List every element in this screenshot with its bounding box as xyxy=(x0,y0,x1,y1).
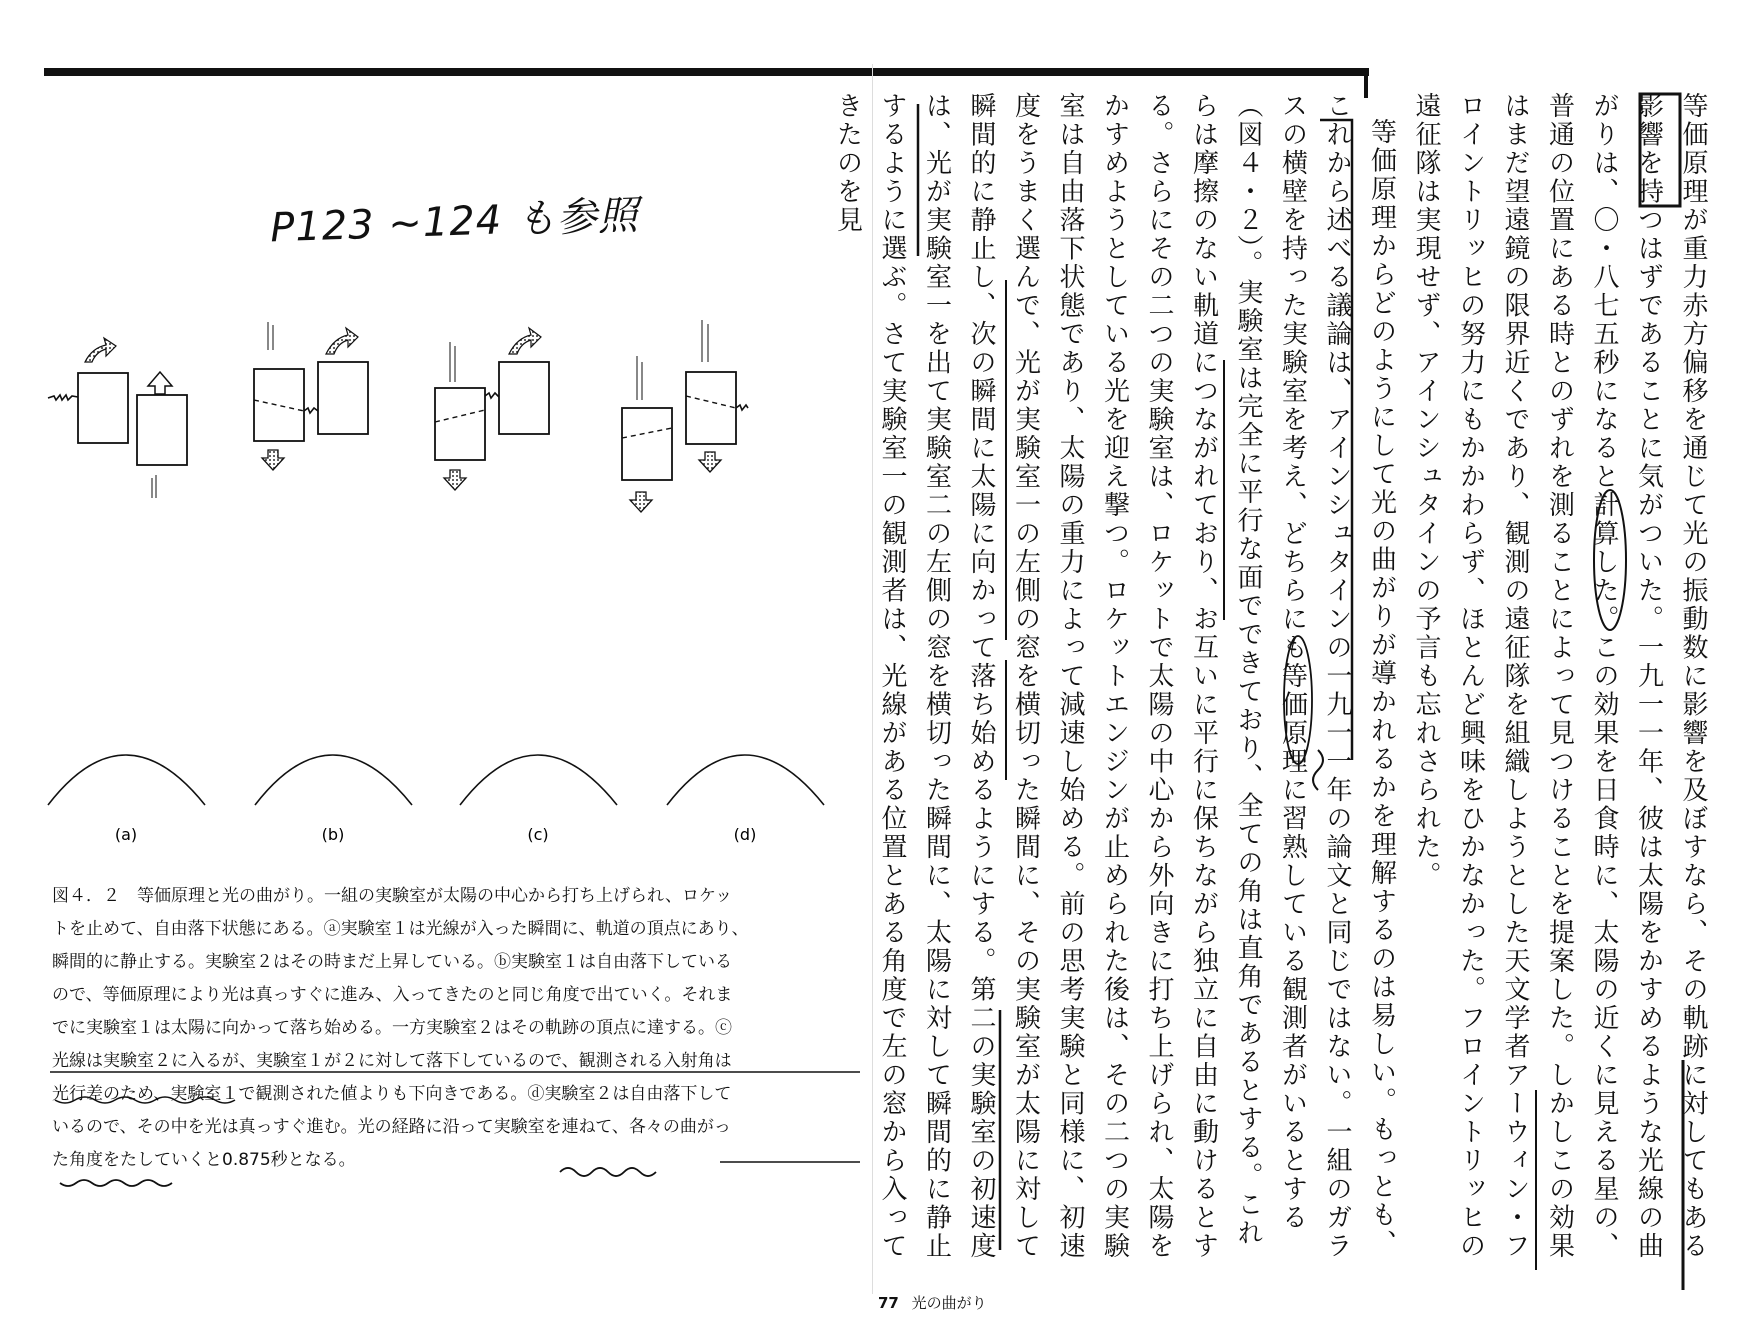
figure-4-2 xyxy=(40,350,870,850)
rocket-exhaust-curved xyxy=(85,338,116,362)
lab-2 xyxy=(318,362,368,434)
page-folio xyxy=(878,1292,987,1313)
figure-caption xyxy=(52,880,862,1177)
lab-1 xyxy=(622,408,672,480)
rocket-exhaust-curved xyxy=(509,328,541,354)
caption-line: 光線は実験室２に入るが、実験室１が２に対して落下しているので、観測される入射角は xyxy=(52,1051,732,1071)
lab-1 xyxy=(78,373,128,443)
light-ray-squiggle xyxy=(485,393,499,398)
caption-line: いるので、その中を光は真っすぐ進む。光の経路に沿って実験室を連ねて、各々の曲がっ xyxy=(52,1117,731,1137)
panel-d xyxy=(622,320,748,512)
panel-a xyxy=(48,338,187,498)
lab-1 xyxy=(435,388,485,460)
caption-line: トを止めて、自由落下状態にある。ⓐ実験室１は光線が入った瞬間に、軌道の頂点にあり、 xyxy=(52,919,749,939)
sun-arc-c xyxy=(460,755,617,805)
underline-wavy xyxy=(60,1180,172,1186)
page-number: 77 xyxy=(878,1294,899,1312)
panel-c xyxy=(435,328,549,490)
rocket-exhaust-curved xyxy=(326,328,358,354)
lab-2 xyxy=(686,372,736,444)
light-ray-squiggle xyxy=(304,408,318,413)
rocket-arrow-up xyxy=(148,372,172,394)
figure-diagram xyxy=(40,350,870,850)
falling-arrow-down xyxy=(630,492,652,512)
panel-label-a: (a) xyxy=(114,825,138,844)
paragraph: 等価原理が重力赤方偏移を通じて光の振動数に影響を及ぼすなら、その軌跡に対してもある影響を持つはずであることに気がついた。一九一一年、彼は太陽をかすめるような光線の曲がりは、〇・八七五秒になると計算した。この効果を日食時に、太陽の近くに見える星の、普通の位置にある時とのずれを測ることによって見つけることを提案した。しかしこの効果はまだ望遠鏡の限界近くであり、観測の遠征隊を組織しようとした天文学者アーウィン・フロイントリッヒの努力にもかかわらず、ほとんど興味をひかなかった。フロイントリッヒの遠征隊は実現せず、アインシュタインの予言も忘れさられた。 xyxy=(1411,92,1708,1261)
lab-2 xyxy=(499,362,549,434)
panel-b xyxy=(254,322,368,470)
sun-arc-a xyxy=(48,755,205,805)
falling-arrow-down xyxy=(699,452,721,472)
paragraph: 等価原理からどのようにして光の曲がりが導かれるかを理解するのは易しい。もっとも、これから述べる議論は、アインシュタインの一九一一年の論文と同じではない。一組のガラスの横壁を持った実験室を考え、どちらにも等価原理に習熟している観測者がいるとする（図４・２）。実験室は完全に平行な面でできており、全ての角は直角であるとする。これらは摩擦のない軌道につながれており、お互いに平行に保ちながら独立に自由に動けるとする。さらにその二つの実験室は、ロケットで太陽の中心から外向きに打ち上げられ、太陽をかすめようとしている光を迎え撃つ。ロケットエンジンが止められた後は、その二つの実験室は自由落下状態であり、太陽の重力によって減速し始める。前の思考実験と同様に、初速度をうまく選んで、光が実験室一の左側の窓を横切った瞬間に、その実験室が太陽に対して瞬間的に静止し、次の瞬間に太陽に向かって落ち始めるようにする。第二の実験室の初速度は、光が実験室一を出て実験室二の左側の窓を横切った瞬間に、太陽に対して瞬間的に静止するように選ぶ。さて実験室一の観測者は、光線がある位置とある角度で左の窓から入ってきたのを見 xyxy=(832,92,1397,1261)
caption-line: 光行差のため、実験室１で観測された値よりも下向きである。ⓓ実験室２は自由落下して xyxy=(52,1084,732,1104)
caption-line: 瞬間的に静止する。実験室２はその時まだ上昇している。ⓑ実験室１は自由落下している xyxy=(52,952,732,972)
handwritten-note: P123 ~124 も参照 xyxy=(269,192,640,252)
caption-line: でに実験室１は太陽に向かって落ち始める。一方実験室２はその軌跡の頂点に達する。ⓒ xyxy=(52,1018,732,1038)
falling-arrow-down xyxy=(262,450,284,470)
panel-label-d: (d) xyxy=(733,825,757,844)
sun-arc-b xyxy=(255,755,412,805)
sun-arc-d xyxy=(667,755,824,805)
caption-line: 図４．２ 等価原理と光の曲がり。一組の実験室が太陽の中心から打ち上げられ、ロケッ xyxy=(52,886,733,906)
light-ray-squiggle xyxy=(736,405,748,410)
panel-label-c: (c) xyxy=(527,825,549,844)
lab-1 xyxy=(254,369,304,441)
caption-line: た角度をたしていくと0.875秒となる。 xyxy=(52,1150,356,1170)
light-ray-squiggle xyxy=(48,395,78,400)
top-rule xyxy=(44,68,1369,76)
caption-line: ので、等価原理により光は真っすぐに進み、入ってきたのと同じ角度で出ていく。それま xyxy=(52,985,733,1005)
vertical-body-text xyxy=(832,92,1715,1272)
running-title: 光の曲がり xyxy=(911,1294,987,1312)
falling-arrow-down xyxy=(444,470,466,490)
panel-label-b: (b) xyxy=(321,825,345,844)
lab-2 xyxy=(137,395,187,465)
